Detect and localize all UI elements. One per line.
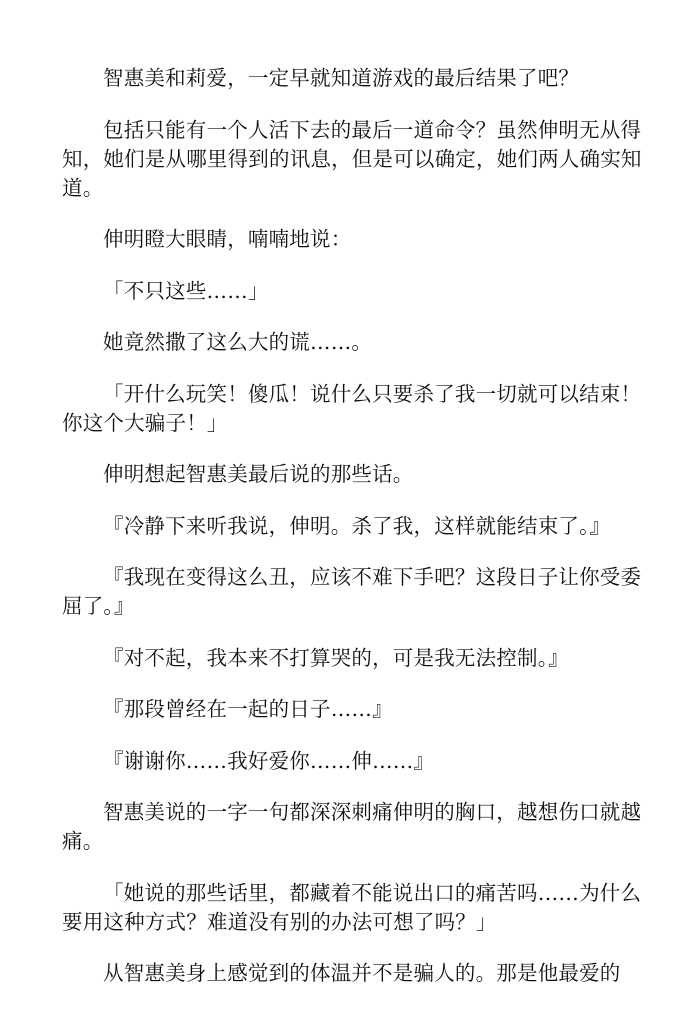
paragraph: 『那段曾经在一起的日子……』 [103, 697, 393, 721]
paragraph: 「不只这些……」 [103, 278, 269, 303]
paragraph: 她竟然撒了这么大的谎……。 [103, 330, 373, 354]
paragraph: 「她说的那些话里，都藏着不能说出口的痛苦吗……为什么要用这种方式？难道没有别的办法可想了吗？」 [62, 880, 642, 934]
paragraph: 『谢谢你……我好爱你……伸……』 [103, 748, 435, 773]
paragraph: 伸明想起智惠美最后说的那些话。 [103, 462, 414, 486]
paragraph: 「开什么玩笑！傻瓜！说什么只要杀了我一切就可以结束！你这个大骗子！」 [62, 381, 642, 435]
paragraph: 智惠美说的一字一句都深深刺痛伸明的胸口，越想伤口就越痛。 [62, 800, 642, 853]
paragraph: 智惠美和莉爱，一定早就知道游戏的最后结果了吧？ [103, 66, 580, 90]
paragraph: 包括只能有一个人活下去的最后一道命令？虽然伸明无从得知，她们是从哪里得到的讯息，但是可以确定，她们两人确实知道。 [62, 117, 642, 200]
paragraph: 『我现在变得这么丑，应该不难下手吧？这段日子让你受委屈了。』 [62, 565, 642, 618]
paragraph: 伸明瞪大眼睛，喃喃地说： [103, 227, 352, 251]
body-text [62, 64, 642, 1011]
paragraph: 『对不起，我本来不打算哭的，可是我无法控制。』 [103, 645, 569, 670]
paragraph: 从智惠美身上感觉到的体温并不是骗人的。那是他最爱的 [103, 961, 621, 985]
paragraph: 『冷静下来听我说，伸明。杀了我，这样就能结束了。』 [103, 513, 611, 538]
